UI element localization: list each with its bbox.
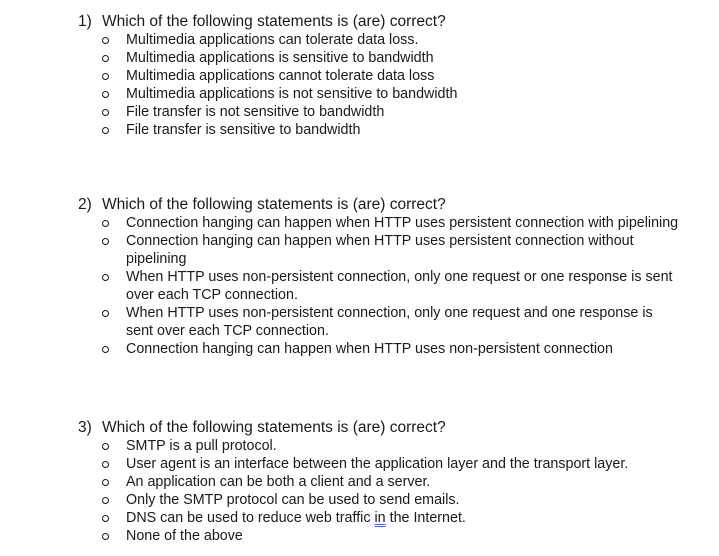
option-list	[0, 31, 719, 139]
option-text: Multimedia applications is sensitive to bandwidth	[126, 50, 434, 66]
circle-bullet-icon	[102, 479, 109, 486]
option-text: Multimedia applications is not sensitive to bandwidth	[126, 86, 458, 102]
circle-bullet-icon	[102, 346, 109, 353]
option-text: Multimedia applications can tolerate data loss.	[126, 32, 419, 48]
question-1	[0, 12, 719, 139]
circle-bullet-icon	[102, 310, 109, 317]
option-text: An application can be both a client and a server.	[126, 474, 431, 490]
option-item	[0, 67, 719, 85]
circle-bullet-icon	[102, 91, 109, 98]
circle-bullet-icon	[102, 127, 109, 134]
option-item	[0, 214, 719, 232]
question-number: 1)	[78, 13, 92, 30]
option-text: Connection hanging can happen when HTTP uses persistent connection with pipelining	[126, 215, 679, 231]
option-item	[0, 527, 719, 545]
option-item	[0, 473, 719, 491]
option-text: When HTTP uses non-persistent connection, only one request and one response is sent over each TCP connection.	[126, 305, 653, 339]
option-item	[0, 49, 719, 67]
option-item	[0, 85, 719, 103]
option-item	[0, 232, 719, 268]
option-item	[0, 103, 719, 121]
question-2-header	[0, 195, 719, 214]
circle-bullet-icon	[102, 73, 109, 80]
question-3-header	[0, 418, 719, 437]
circle-bullet-icon	[102, 497, 109, 504]
option-item	[0, 491, 719, 509]
option-text: Connection hanging can happen when HTTP uses non-persistent connection	[126, 341, 613, 357]
option-list	[0, 437, 719, 545]
question-prompt: Which of the following statements is (are) correct?	[102, 196, 446, 213]
option-text: File transfer is not sensitive to bandwidth	[126, 104, 385, 120]
option-item	[0, 437, 719, 455]
option-item	[0, 121, 719, 139]
option-item	[0, 268, 719, 304]
option-item	[0, 509, 719, 527]
option-text: User agent is an interface between the application layer and the transport layer.	[126, 456, 629, 472]
circle-bullet-icon	[102, 461, 109, 468]
circle-bullet-icon	[102, 515, 109, 522]
circle-bullet-icon	[102, 37, 109, 44]
option-text: SMTP is a pull protocol.	[126, 438, 277, 454]
proofing-marked-word[interactable]: in	[374, 510, 386, 526]
question-3	[0, 418, 719, 545]
question-number: 2)	[78, 196, 92, 213]
circle-bullet-icon	[102, 533, 109, 540]
option-text: Only the SMTP protocol can be used to send emails.	[126, 492, 460, 508]
option-item	[0, 455, 719, 473]
circle-bullet-icon	[102, 443, 109, 450]
circle-bullet-icon	[102, 220, 109, 227]
option-item	[0, 340, 719, 358]
circle-bullet-icon	[102, 238, 109, 245]
option-item	[0, 31, 719, 49]
option-text-after: the Internet.	[385, 510, 466, 526]
circle-bullet-icon	[102, 55, 109, 62]
question-prompt: Which of the following statements is (are) correct?	[102, 13, 446, 30]
circle-bullet-icon	[102, 109, 109, 116]
circle-bullet-icon	[102, 274, 109, 281]
option-text: File transfer is sensitive to bandwidth	[126, 122, 361, 138]
option-text: Multimedia applications cannot tolerate data loss	[126, 68, 435, 84]
question-prompt: Which of the following statements is (are) correct?	[102, 419, 446, 436]
option-list	[0, 214, 719, 358]
option-text-before: DNS can be used to reduce web traffic	[126, 510, 375, 526]
question-1-header	[0, 12, 719, 31]
question-2	[0, 195, 719, 358]
question-number: 3)	[78, 419, 92, 436]
option-item	[0, 304, 719, 340]
option-text: Connection hanging can happen when HTTP uses persistent connection without pipelining	[126, 233, 634, 267]
option-text: None of the above	[126, 528, 243, 544]
option-text: When HTTP uses non-persistent connection, only one request or one response is sent over each TCP connection.	[126, 269, 673, 303]
